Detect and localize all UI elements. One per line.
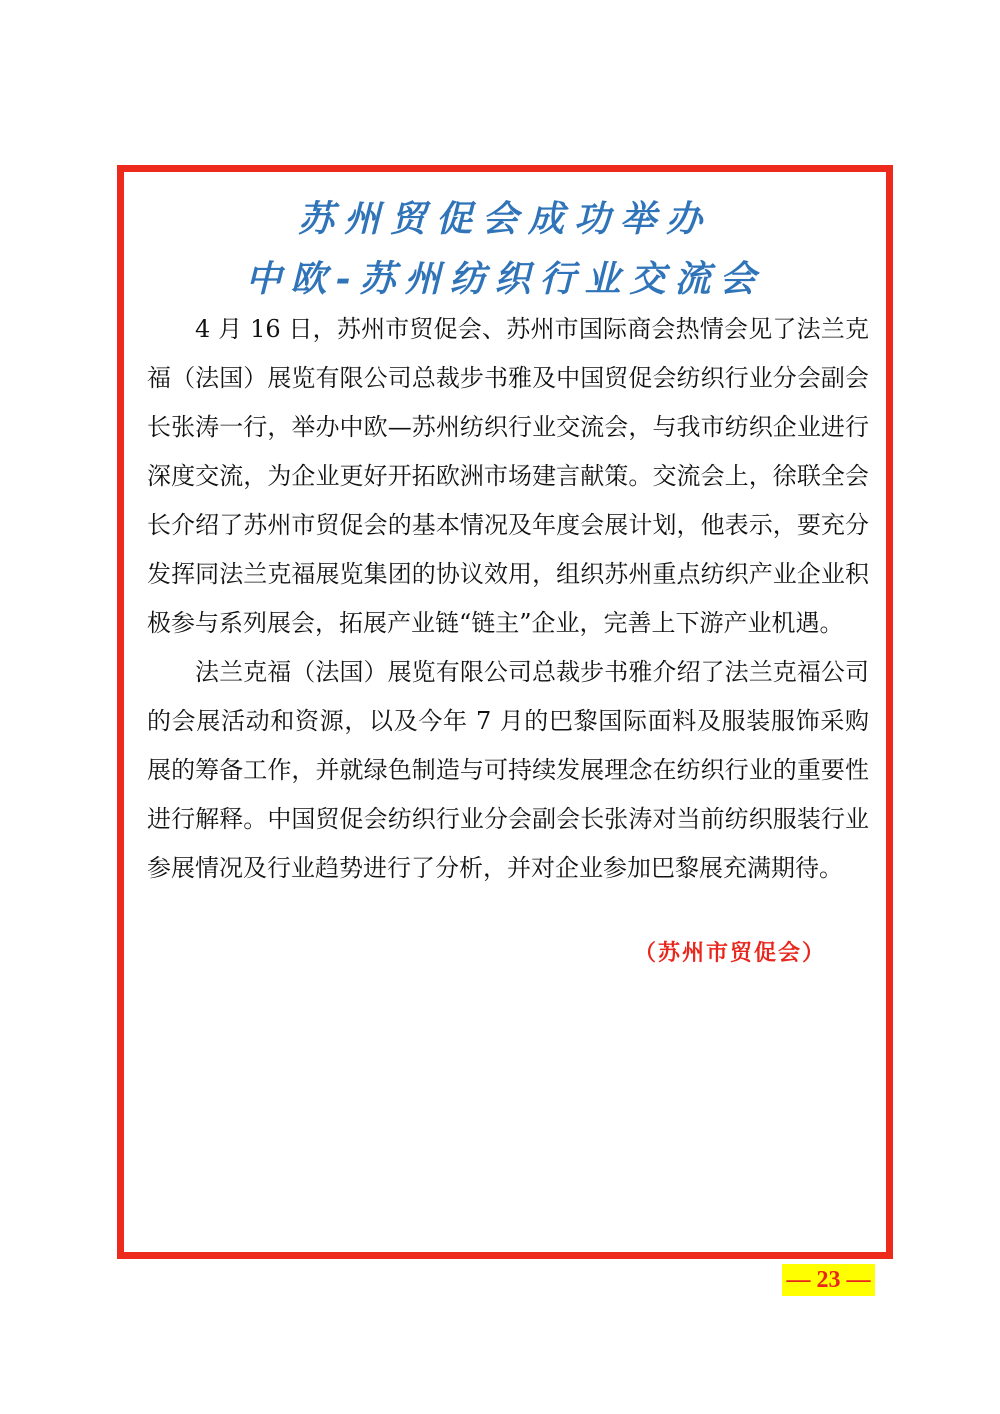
page-number: — 23 — — [782, 1264, 875, 1296]
article-paragraph-2: 法兰克福（法国）展览有限公司总裁步书雅介绍了法兰克福公司的会展活动和资源，以及今年 7 月的巴黎国际面料及服装服饰采购展的筹备工作，并就绿色制造与可持续发展理念在纺织行业的重要性进行解释。中国贸促会纺织行业分会副会长张涛对当前纺织服装行业参展情况及行业趋势进行了分析，并对企业参加巴黎展充满期待。 — [147, 658, 869, 882]
article-title-line2: 中欧-苏州纺织行业交流会 — [245, 258, 765, 300]
article-title-line1: 苏州贸促会成功举办 — [297, 198, 712, 240]
article-frame — [117, 165, 893, 1259]
article-source-signature: （苏州市贸促会） — [634, 940, 827, 966]
article-body — [147, 305, 869, 893]
article-paragraph-1: 4 月 16 日，苏州市贸促会、苏州市国际商会热情会见了法兰克福（法国）展览有限公司总裁步书雅及中国贸促会纺织行业分会副会长张涛一行，举办中欧—苏州纺织行业交流会，与我市纺织企业进行深度交流，为企业更好开拓欧洲市场建言献策。交流会上，徐联全会长介绍了苏州市贸促会的基本情况及年度会展计划，他表示，要充分发挥同法兰克福展览集团的协议效用，组织苏州重点纺织产业企业积极参与系列展会，拓展产业链“链主”企业，完善上下游产业机遇。 — [147, 315, 869, 637]
